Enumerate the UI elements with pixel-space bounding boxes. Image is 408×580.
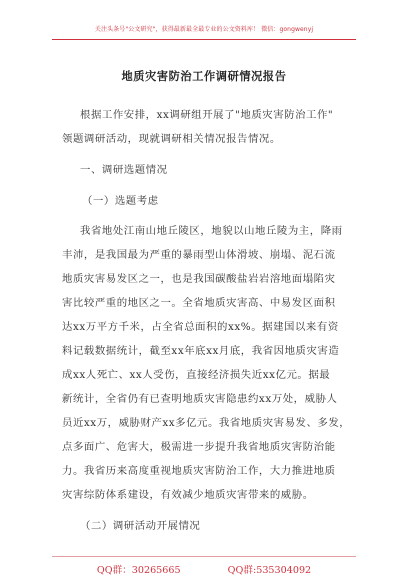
paragraph-line: 料记载数据统计，截至xx年底xx月底，我省因地质灾害造 <box>62 345 340 357</box>
paragraph-line: 害比较严重的地区之一。全省地质灾害高、中易发区面积 <box>62 297 336 309</box>
header-divider <box>52 39 356 40</box>
footer-divider <box>52 556 356 557</box>
footer-contact <box>0 562 408 576</box>
paragraph-line: 员近xx万，威胁财产xx多亿元。我省地质灾害易发、多发， <box>62 417 351 429</box>
subsection-heading: （二）调研活动开展情况 <box>80 520 201 532</box>
page-footer <box>0 560 408 580</box>
paragraph-line: 力。我省历来高度重视地质灾害防治工作，大力推进地质 <box>62 465 336 477</box>
paragraph-line: 点多面广、危害大，极需进一步提升我省地质灾害防治能 <box>62 441 336 453</box>
footer-qq-group-1: QQ群：30265665 <box>96 565 181 576</box>
section-heading: 一、调研选题情况 <box>80 164 168 176</box>
paragraph-line: 丰沛，是我国最为严重的暴雨型山体滑坡、崩塌、泥石流 <box>62 249 336 261</box>
page-header <box>0 0 408 44</box>
paragraph-line: 达xx万平方千米，占全省总面积的xx%。据建国以来有资 <box>62 321 339 333</box>
paragraph-line: 地质灾害易发区之一，也是我国碳酸盐岩岩溶地面塌陷灾 <box>62 273 336 285</box>
paragraph-line: 新统计，全省仍有已查明地质灾害隐患约xx万处，威胁人 <box>62 393 338 405</box>
paragraph-line: 我省地处江南山地丘陵区，地貌以山地丘陵为主，降雨 <box>80 225 343 237</box>
paragraph-line: 领题调研活动，现就调研相关情况报告情况。 <box>62 133 281 145</box>
subsection-heading: （一）选题考虑 <box>82 195 159 207</box>
paragraph-line: 灾害综防体系建设，有效减少地质灾害带来的威胁。 <box>62 489 314 501</box>
document-title: 地质灾害防治工作调研情况报告 <box>121 70 287 83</box>
paragraph-line: 成xx人死亡、xx人受伤，直接经济损失近xx亿元。据最 <box>62 369 331 381</box>
footer-qq-group-2: QQ群:535304092 <box>227 565 312 576</box>
header-promo-text: 关注头条号"公文研究"，获得最新最全最专业的公文资料库！ 微信：gongwenyj <box>94 26 314 33</box>
paragraph-line: 根据工作安排，xx调研组开展了"地质灾害防治工作" <box>80 109 334 121</box>
